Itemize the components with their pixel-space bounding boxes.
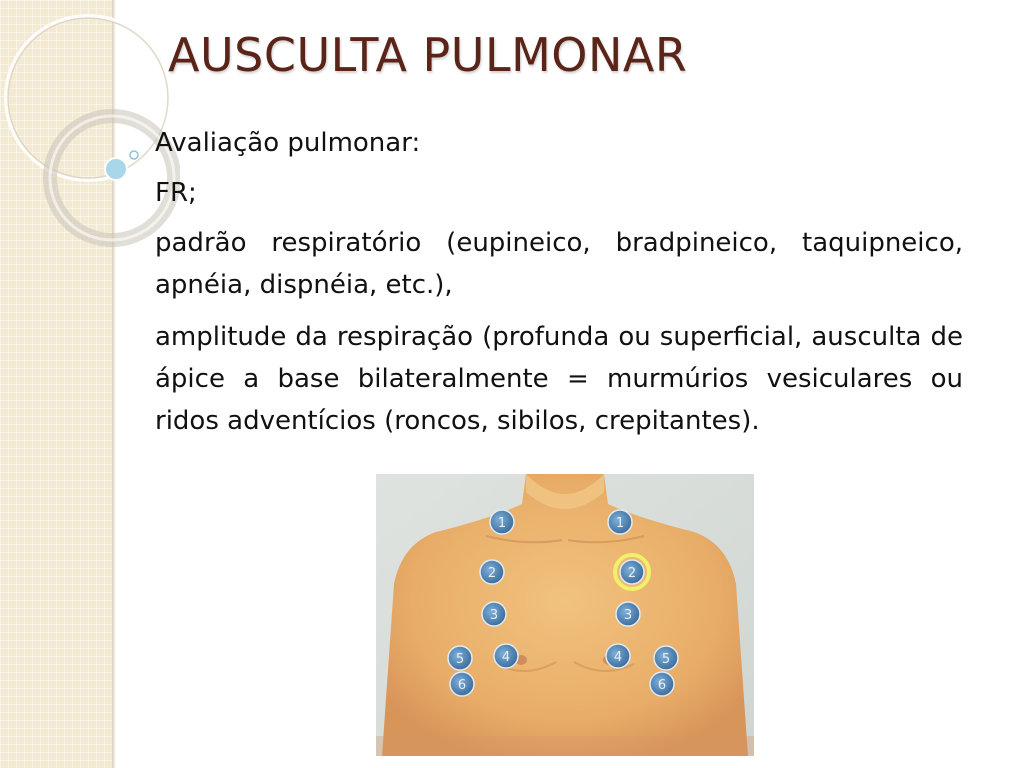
- chest-auscultation-image: [376, 474, 754, 756]
- auscultation-point-label: 2: [627, 566, 637, 581]
- blue-bullet-dot: [105, 158, 127, 180]
- auscultation-point-label: 1: [497, 516, 507, 531]
- auscultation-point-label: 5: [661, 652, 671, 667]
- auscultation-point-4: [615, 555, 649, 589]
- auscultation-point-label: 4: [613, 650, 623, 665]
- chest-illustration: [376, 474, 754, 756]
- auscultation-point-3: [480, 560, 504, 584]
- auscultation-point-7: [494, 644, 518, 668]
- auscultation-point-label: 2: [487, 566, 497, 581]
- paragraph-4: amplitude da respiração (profunda ou superficial, ausculta de ápice a base bilateralmente = murmúrios vesiculares ou ridos adventícios (roncos, sibilos, crepitantes).: [155, 322, 963, 436]
- auscultation-point-10: [654, 646, 678, 670]
- auscultation-point-5: [482, 602, 506, 626]
- decorative-rings: [0, 0, 180, 260]
- auscultation-point-8: [606, 644, 630, 668]
- auscultation-point-12: [650, 672, 674, 696]
- auscultation-point-1: [490, 510, 514, 534]
- deco-ring-large: [6, 16, 170, 180]
- auscultation-point-11: [450, 672, 474, 696]
- paragraph-2: FR;: [155, 178, 197, 208]
- auscultation-point-2: [608, 510, 632, 534]
- auscultation-point-label: 5: [455, 652, 465, 667]
- auscultation-point-label: 3: [623, 608, 633, 623]
- slide-title: AUSCULTA PULMONAR: [168, 28, 688, 82]
- auscultation-point-9: [448, 646, 472, 670]
- auscultation-point-label: 1: [615, 516, 625, 531]
- auscultation-point-label: 3: [489, 608, 499, 623]
- auscultation-point-label: 6: [457, 678, 467, 693]
- paragraph-3: padrão respiratório (eupineico, bradpineico, taquipneico, apnéia, dispnéia, etc.),: [155, 228, 963, 300]
- paragraph-1: Avaliação pulmonar:: [155, 128, 421, 158]
- small-bullet-dot: [130, 151, 138, 159]
- auscultation-point-6: [616, 602, 640, 626]
- slide-body: [155, 122, 963, 452]
- auscultation-point-label: 4: [501, 650, 511, 665]
- auscultation-point-label: 6: [657, 678, 667, 693]
